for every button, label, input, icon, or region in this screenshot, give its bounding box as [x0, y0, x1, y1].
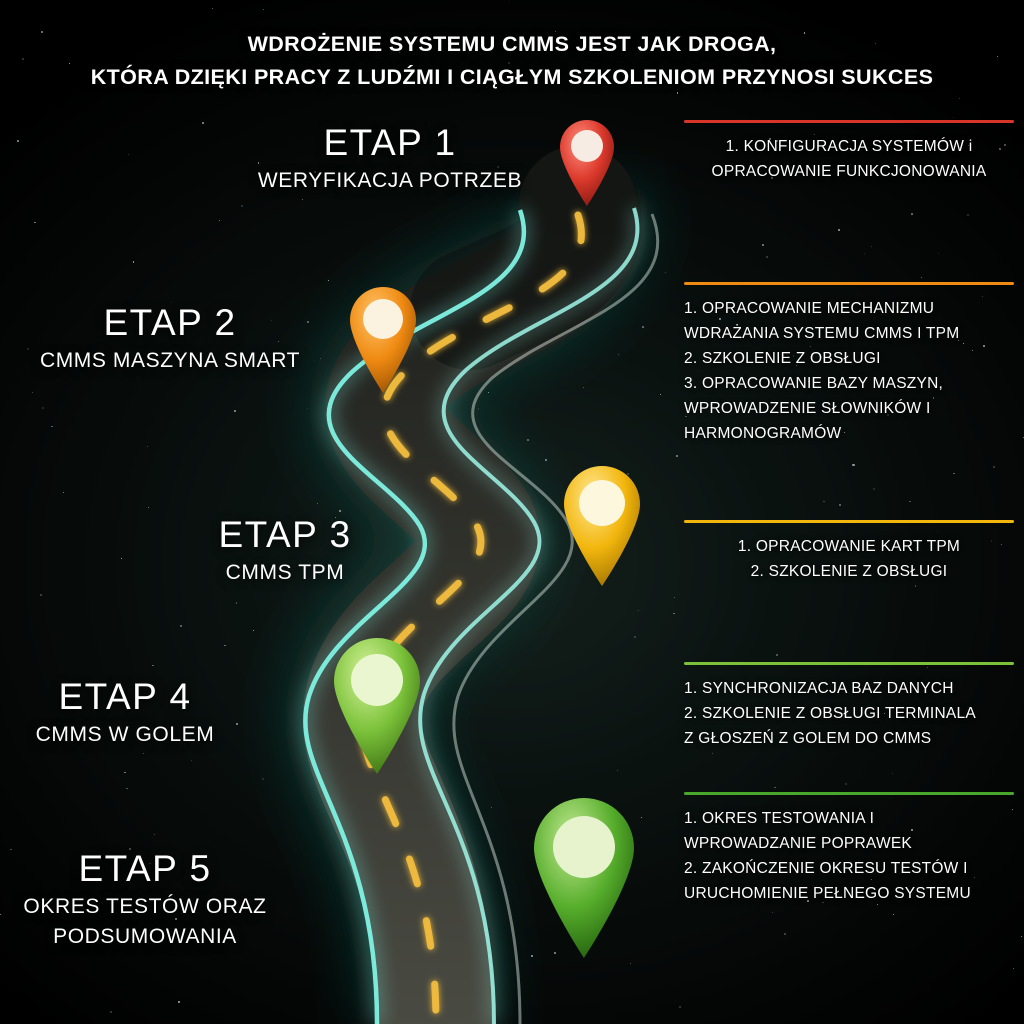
stage-subtitle-etap-5-line-1: OKRES TESTÓW ORAZ — [23, 895, 267, 918]
detail-line: 2. SZKOLENIE Z OBSŁUGI — [684, 350, 881, 367]
detail-line: 3. OPRACOWANIE BAZY MASZYN, — [684, 375, 944, 392]
detail-rule-etap-5 — [684, 792, 1014, 795]
detail-line: 2. SZKOLENIE Z OBSŁUGI — [750, 563, 948, 580]
stage-subtitle-etap-4: CMMS W GOLEM — [35, 723, 215, 746]
stage-label-etap-3 — [125, 512, 445, 588]
map-pin-etap-4[interactable] — [329, 634, 425, 776]
headline-line-2: KTÓRA DZIĘKI PRACY Z LUDŹMI I CIĄGŁYM SZKOLENIOM PRZYNOSI SUKCES — [90, 65, 934, 89]
detail-panel-etap-4 — [684, 662, 1014, 751]
detail-line: 1. OPRACOWANIE MECHANIZMU — [684, 300, 935, 317]
detail-panel-etap-1 — [684, 120, 1014, 184]
page-title — [0, 28, 1024, 94]
detail-line: 1. KONFIGURACJA SYSTEMÓW i — [725, 138, 973, 155]
detail-panel-etap-2 — [684, 282, 1014, 446]
detail-line: WDRAŻANIA SYSTEMU CMMS I TPM — [684, 325, 960, 342]
stage-label-etap-2 — [10, 300, 330, 376]
map-pin-etap-5[interactable] — [529, 794, 639, 960]
detail-line: URUCHOMIENIE PEŁNEGO SYSTEMU — [684, 885, 971, 902]
stage-subtitle-etap-5-line-2: PODSUMOWANIA — [53, 925, 237, 948]
detail-line: WPROWADZANIE POPRAWEK — [684, 835, 913, 852]
map-pin-etap-3[interactable] — [559, 462, 645, 588]
detail-line: 1. OKRES TESTOWANIA I — [684, 810, 875, 827]
detail-rule-etap-1 — [684, 120, 1014, 123]
stage-label-etap-4 — [0, 674, 285, 750]
map-pin-etap-1[interactable] — [556, 116, 618, 208]
detail-line: HARMONOGRAMÓW — [684, 425, 842, 442]
stage-subtitle-etap-1: WERYFIKACJA POTRZEB — [257, 169, 523, 192]
stage-subtitle-etap-2: CMMS MASZYNA SMART — [39, 349, 301, 372]
detail-panel-etap-3 — [684, 520, 1014, 584]
detail-line: WPROWADZENIE SŁOWNIKÓW I — [684, 400, 931, 417]
detail-line: 2. SZKOLENIE Z OBSŁUGI TERMINALA — [684, 705, 976, 722]
stage-label-etap-5 — [0, 846, 305, 952]
stage-title-etap-2: ETAP 2 — [103, 302, 237, 343]
detail-panel-etap-5 — [684, 792, 1014, 906]
stage-title-etap-5: ETAP 5 — [78, 848, 212, 889]
detail-rule-etap-4 — [684, 662, 1014, 665]
detail-line: 2. ZAKOŃCZENIE OKRESU TESTÓW I — [684, 860, 968, 877]
stage-title-etap-1: ETAP 1 — [323, 122, 457, 163]
detail-line: 1. OPRACOWANIE KART TPM — [737, 538, 961, 555]
detail-rule-etap-2 — [684, 282, 1014, 285]
headline-line-1: WDROŻENIE SYSTEMU CMMS JEST JAK DROGA, — [247, 32, 777, 56]
map-pin-etap-2[interactable] — [345, 283, 421, 395]
detail-line: 1. SYNCHRONIZACJA BAZ DANYCH — [684, 680, 954, 697]
stage-title-etap-3: ETAP 3 — [218, 514, 352, 555]
stage-subtitle-etap-3: CMMS TPM — [225, 561, 345, 584]
detail-line: OPRACOWANIE FUNKCJONOWANIA — [711, 163, 987, 180]
detail-line: Z GŁOSZEŃ Z GOLEM DO CMMS — [684, 730, 932, 747]
detail-rule-etap-3 — [684, 520, 1014, 523]
stage-title-etap-4: ETAP 4 — [58, 676, 192, 717]
stage-label-etap-1 — [230, 120, 550, 196]
